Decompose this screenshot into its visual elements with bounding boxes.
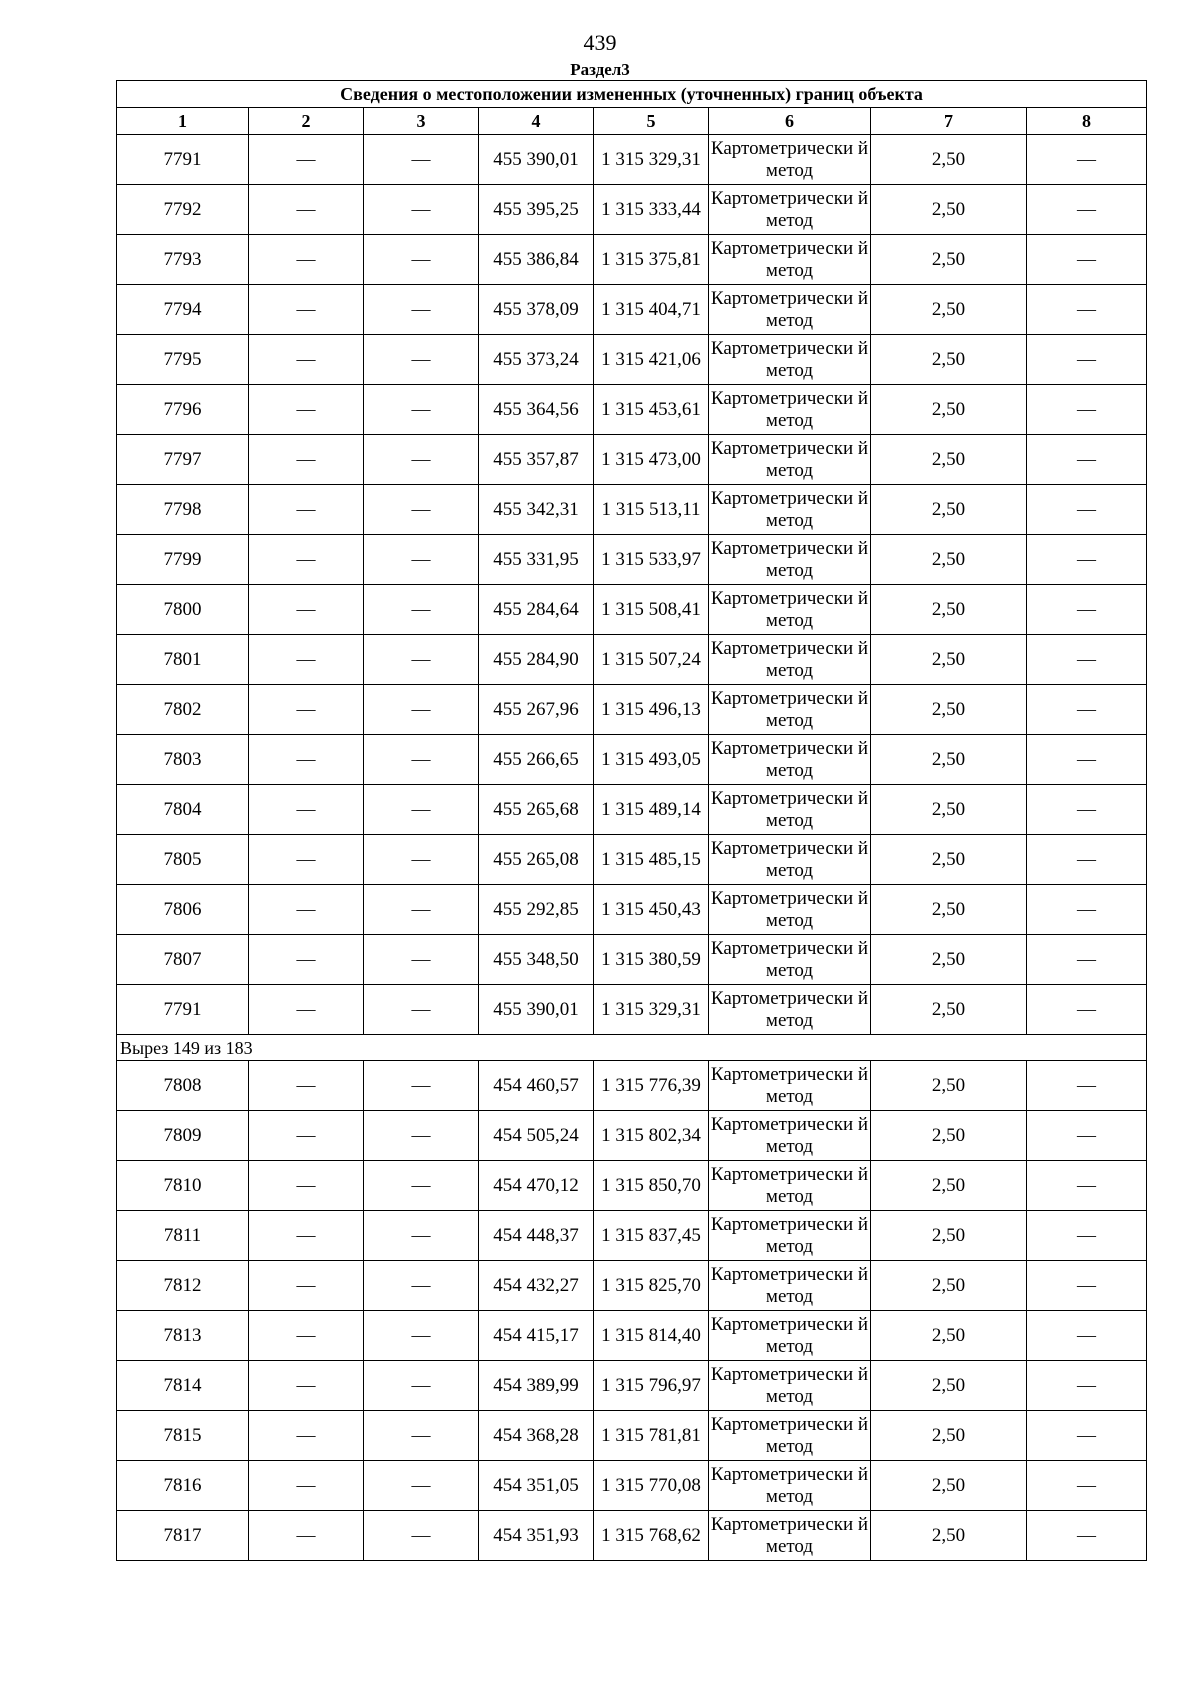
accuracy-cell: 2,50 [871,385,1027,435]
y-coordinate-cell: 1 315 781,81 [594,1411,709,1461]
y-coordinate-cell: 1 315 850,70 [594,1161,709,1211]
x-coordinate-cell: 454 505,24 [479,1111,594,1161]
table-row [117,435,1147,485]
method-cell: Картометрически й метод [709,885,871,935]
method-cell: Картометрически й метод [709,935,871,985]
point-number-cell: 7812 [117,1261,249,1311]
point-number-cell: 7794 [117,285,249,335]
table-row [117,535,1147,585]
column-3-cell: — [364,1411,479,1461]
accuracy-cell: 2,50 [871,685,1027,735]
column-3-cell: — [364,485,479,535]
column-3-cell: — [364,635,479,685]
point-number-cell: 7814 [117,1361,249,1411]
column-8-cell: — [1027,1511,1147,1561]
point-number-cell: 7791 [117,135,249,185]
x-coordinate-cell: 455 348,50 [479,935,594,985]
table-row [117,1261,1147,1311]
column-8-cell: — [1027,885,1147,935]
method-cell: Картометрически й метод [709,785,871,835]
column-number: 2 [249,108,364,135]
table-row [117,285,1147,335]
accuracy-cell: 2,50 [871,885,1027,935]
x-coordinate-cell: 455 390,01 [479,135,594,185]
table-row [117,485,1147,535]
column-8-cell: — [1027,1411,1147,1461]
cut-label: Вырез 149 из 183 [117,1035,1147,1061]
column-8-cell: — [1027,685,1147,735]
x-coordinate-cell: 455 373,24 [479,335,594,385]
accuracy-cell: 2,50 [871,785,1027,835]
column-number: 1 [117,108,249,135]
x-coordinate-cell: 455 342,31 [479,485,594,535]
point-number-cell: 7804 [117,785,249,835]
point-number-cell: 7791 [117,985,249,1035]
column-2-cell: — [249,1361,364,1411]
point-number-cell: 7808 [117,1061,249,1111]
y-coordinate-cell: 1 315 496,13 [594,685,709,735]
column-3-cell: — [364,885,479,935]
x-coordinate-cell: 455 395,25 [479,185,594,235]
column-8-cell: — [1027,635,1147,685]
accuracy-cell: 2,50 [871,285,1027,335]
column-2-cell: — [249,1411,364,1461]
page-number: 439 [583,30,617,55]
y-coordinate-cell: 1 315 421,06 [594,335,709,385]
column-3-cell: — [364,1111,479,1161]
accuracy-cell: 2,50 [871,835,1027,885]
x-coordinate-cell: 455 284,64 [479,585,594,635]
point-number-cell: 7798 [117,485,249,535]
point-number-cell: 7817 [117,1511,249,1561]
column-8-cell: — [1027,235,1147,285]
column-3-cell: — [364,935,479,985]
coordinates-table [116,80,1147,1561]
column-8-cell: — [1027,785,1147,835]
column-number: 7 [871,108,1027,135]
column-8-cell: — [1027,385,1147,435]
point-number-cell: 7805 [117,835,249,885]
column-8-cell: — [1027,135,1147,185]
column-8-cell: — [1027,485,1147,535]
column-2-cell: — [249,1061,364,1111]
column-3-cell: — [364,535,479,585]
table-row [117,1211,1147,1261]
point-number-cell: 7803 [117,735,249,785]
column-3-cell: — [364,235,479,285]
column-2-cell: — [249,485,364,535]
y-coordinate-cell: 1 315 796,97 [594,1361,709,1411]
method-cell: Картометрически й метод [709,535,871,585]
y-coordinate-cell: 1 315 333,44 [594,185,709,235]
x-coordinate-cell: 455 266,65 [479,735,594,785]
method-cell: Картометрически й метод [709,1461,871,1511]
method-cell: Картометрически й метод [709,435,871,485]
point-number-cell: 7810 [117,1161,249,1211]
accuracy-cell: 2,50 [871,735,1027,785]
column-2-cell: — [249,1261,364,1311]
column-2-cell: — [249,385,364,435]
accuracy-cell: 2,50 [871,135,1027,185]
table-row [117,335,1147,385]
accuracy-cell: 2,50 [871,635,1027,685]
point-number-cell: 7801 [117,635,249,685]
y-coordinate-cell: 1 315 508,41 [594,585,709,635]
column-2-cell: — [249,1511,364,1561]
method-cell: Картометрически й метод [709,1161,871,1211]
column-8-cell: — [1027,585,1147,635]
column-2-cell: — [249,785,364,835]
y-coordinate-cell: 1 315 450,43 [594,885,709,935]
accuracy-cell: 2,50 [871,1161,1027,1211]
column-2-cell: — [249,185,364,235]
method-cell: Картометрически й метод [709,1411,871,1461]
column-3-cell: — [364,1311,479,1361]
method-cell: Картометрически й метод [709,235,871,285]
column-3-cell: — [364,1461,479,1511]
accuracy-cell: 2,50 [871,1511,1027,1561]
method-cell: Картометрически й метод [709,335,871,385]
y-coordinate-cell: 1 315 493,05 [594,735,709,785]
x-coordinate-cell: 455 292,85 [479,885,594,935]
y-coordinate-cell: 1 315 380,59 [594,935,709,985]
column-3-cell: — [364,335,479,385]
column-8-cell: — [1027,1261,1147,1311]
y-coordinate-cell: 1 315 329,31 [594,985,709,1035]
y-coordinate-cell: 1 315 776,39 [594,1061,709,1111]
table-row [117,1161,1147,1211]
column-8-cell: — [1027,1361,1147,1411]
table-row [117,585,1147,635]
table-row [117,1511,1147,1561]
x-coordinate-cell: 455 386,84 [479,235,594,285]
x-coordinate-cell: 455 364,56 [479,385,594,435]
point-number-cell: 7793 [117,235,249,285]
method-cell: Картометрически й метод [709,1211,871,1261]
table-row [117,635,1147,685]
accuracy-cell: 2,50 [871,585,1027,635]
table-row [117,885,1147,935]
column-8-cell: — [1027,285,1147,335]
column-8-cell: — [1027,735,1147,785]
accuracy-cell: 2,50 [871,1461,1027,1511]
column-3-cell: — [364,985,479,1035]
y-coordinate-cell: 1 315 768,62 [594,1511,709,1561]
method-cell: Картометрически й метод [709,735,871,785]
y-coordinate-cell: 1 315 802,34 [594,1111,709,1161]
table-row [117,1461,1147,1511]
accuracy-cell: 2,50 [871,985,1027,1035]
method-cell: Картометрически й метод [709,1111,871,1161]
accuracy-cell: 2,50 [871,535,1027,585]
x-coordinate-cell: 455 378,09 [479,285,594,335]
table-row [117,935,1147,985]
x-coordinate-cell: 454 368,28 [479,1411,594,1461]
method-cell: Картометрически й метод [709,135,871,185]
y-coordinate-cell: 1 315 507,24 [594,635,709,685]
method-cell: Картометрически й метод [709,635,871,685]
x-coordinate-cell: 455 357,87 [479,435,594,485]
column-3-cell: — [364,1261,479,1311]
table-row [117,1411,1147,1461]
column-3-cell: — [364,685,479,735]
column-8-cell: — [1027,1311,1147,1361]
table-row [117,1361,1147,1411]
column-8-cell: — [1027,1211,1147,1261]
table-row [117,735,1147,785]
column-2-cell: — [249,435,364,485]
column-8-cell: — [1027,435,1147,485]
accuracy-cell: 2,50 [871,1411,1027,1461]
point-number-cell: 7799 [117,535,249,585]
column-2-cell: — [249,885,364,935]
method-cell: Картометрически й метод [709,1261,871,1311]
column-2-cell: — [249,235,364,285]
x-coordinate-cell: 455 265,08 [479,835,594,885]
table-row [117,685,1147,735]
column-2-cell: — [249,585,364,635]
column-number: 4 [479,108,594,135]
column-2-cell: — [249,685,364,735]
y-coordinate-cell: 1 315 770,08 [594,1461,709,1511]
method-cell: Картометрически й метод [709,585,871,635]
method-cell: Картометрически й метод [709,1361,871,1411]
column-3-cell: — [364,185,479,235]
method-cell: Картометрически й метод [709,285,871,335]
point-number-cell: 7813 [117,1311,249,1361]
x-coordinate-cell: 454 351,05 [479,1461,594,1511]
accuracy-cell: 2,50 [871,235,1027,285]
y-coordinate-cell: 1 315 329,31 [594,135,709,185]
x-coordinate-cell: 455 331,95 [479,535,594,585]
column-2-cell: — [249,285,364,335]
column-8-cell: — [1027,535,1147,585]
method-cell: Картометрически й метод [709,1061,871,1111]
point-number-cell: 7800 [117,585,249,635]
column-2-cell: — [249,135,364,185]
point-number-cell: 7802 [117,685,249,735]
y-coordinate-cell: 1 315 513,11 [594,485,709,535]
column-2-cell: — [249,935,364,985]
column-8-cell: — [1027,1061,1147,1111]
column-8-cell: — [1027,935,1147,985]
table-body [117,81,1147,1561]
accuracy-cell: 2,50 [871,435,1027,485]
accuracy-cell: 2,50 [871,1311,1027,1361]
x-coordinate-cell: 454 351,93 [479,1511,594,1561]
table-row [117,785,1147,835]
column-3-cell: — [364,385,479,435]
x-coordinate-cell: 454 432,27 [479,1261,594,1311]
column-8-cell: — [1027,1461,1147,1511]
column-3-cell: — [364,285,479,335]
method-cell: Картометрически й метод [709,685,871,735]
column-8-cell: — [1027,185,1147,235]
accuracy-cell: 2,50 [871,1061,1027,1111]
point-number-cell: 7811 [117,1211,249,1261]
accuracy-cell: 2,50 [871,1111,1027,1161]
accuracy-cell: 2,50 [871,185,1027,235]
column-2-cell: — [249,985,364,1035]
point-number-cell: 7809 [117,1111,249,1161]
method-cell: Картометрически й метод [709,1311,871,1361]
column-2-cell: — [249,635,364,685]
column-3-cell: — [364,785,479,835]
column-2-cell: — [249,835,364,885]
column-2-cell: — [249,1311,364,1361]
point-number-cell: 7807 [117,935,249,985]
method-cell: Картометрически й метод [709,485,871,535]
method-cell: Картометрически й метод [709,1511,871,1561]
accuracy-cell: 2,50 [871,485,1027,535]
column-3-cell: — [364,585,479,635]
method-cell: Картометрически й метод [709,835,871,885]
y-coordinate-cell: 1 315 404,71 [594,285,709,335]
y-coordinate-cell: 1 315 453,61 [594,385,709,435]
table-caption: Сведения о местоположении измененных (уточненных) границ объекта [117,81,1147,108]
point-number-cell: 7806 [117,885,249,935]
table-row [117,235,1147,285]
column-8-cell: — [1027,1111,1147,1161]
point-number-cell: 7796 [117,385,249,435]
column-3-cell: — [364,1061,479,1111]
x-coordinate-cell: 454 470,12 [479,1161,594,1211]
column-2-cell: — [249,335,364,385]
column-8-cell: — [1027,985,1147,1035]
y-coordinate-cell: 1 315 489,14 [594,785,709,835]
section-title: Раздел3 [570,60,630,79]
table-row [117,985,1147,1035]
column-3-cell: — [364,435,479,485]
y-coordinate-cell: 1 315 825,70 [594,1261,709,1311]
column-2-cell: — [249,1461,364,1511]
point-number-cell: 7816 [117,1461,249,1511]
x-coordinate-cell: 455 390,01 [479,985,594,1035]
table-row [117,1311,1147,1361]
y-coordinate-cell: 1 315 533,97 [594,535,709,585]
column-2-cell: — [249,1211,364,1261]
table-row [117,1111,1147,1161]
accuracy-cell: 2,50 [871,1211,1027,1261]
column-3-cell: — [364,735,479,785]
column-3-cell: — [364,1511,479,1561]
accuracy-cell: 2,50 [871,335,1027,385]
column-number-row [117,108,1147,135]
x-coordinate-cell: 454 448,37 [479,1211,594,1261]
cut-label-row [117,1035,1147,1061]
point-number-cell: 7792 [117,185,249,235]
column-3-cell: — [364,135,479,185]
column-2-cell: — [249,535,364,585]
accuracy-cell: 2,50 [871,1261,1027,1311]
x-coordinate-cell: 454 460,57 [479,1061,594,1111]
x-coordinate-cell: 454 389,99 [479,1361,594,1411]
y-coordinate-cell: 1 315 473,00 [594,435,709,485]
column-3-cell: — [364,1211,479,1261]
x-coordinate-cell: 454 415,17 [479,1311,594,1361]
column-8-cell: — [1027,1161,1147,1211]
column-2-cell: — [249,1111,364,1161]
point-number-cell: 7797 [117,435,249,485]
method-cell: Картометрически й метод [709,185,871,235]
column-number: 5 [594,108,709,135]
y-coordinate-cell: 1 315 837,45 [594,1211,709,1261]
column-2-cell: — [249,1161,364,1211]
table-row [117,135,1147,185]
column-number: 3 [364,108,479,135]
column-3-cell: — [364,1361,479,1411]
column-3-cell: — [364,835,479,885]
table-row [117,385,1147,435]
column-8-cell: — [1027,335,1147,385]
column-number: 6 [709,108,871,135]
column-3-cell: — [364,1161,479,1211]
x-coordinate-cell: 455 284,90 [479,635,594,685]
x-coordinate-cell: 455 265,68 [479,785,594,835]
point-number-cell: 7815 [117,1411,249,1461]
column-number: 8 [1027,108,1147,135]
point-number-cell: 7795 [117,335,249,385]
y-coordinate-cell: 1 315 375,81 [594,235,709,285]
x-coordinate-cell: 455 267,96 [479,685,594,735]
y-coordinate-cell: 1 315 814,40 [594,1311,709,1361]
accuracy-cell: 2,50 [871,1361,1027,1411]
table-caption-row [117,81,1147,108]
table-row [117,1061,1147,1111]
method-cell: Картометрически й метод [709,385,871,435]
column-2-cell: — [249,735,364,785]
y-coordinate-cell: 1 315 485,15 [594,835,709,885]
table-row [117,835,1147,885]
column-8-cell: — [1027,835,1147,885]
method-cell: Картометрически й метод [709,985,871,1035]
accuracy-cell: 2,50 [871,935,1027,985]
table-row [117,185,1147,235]
